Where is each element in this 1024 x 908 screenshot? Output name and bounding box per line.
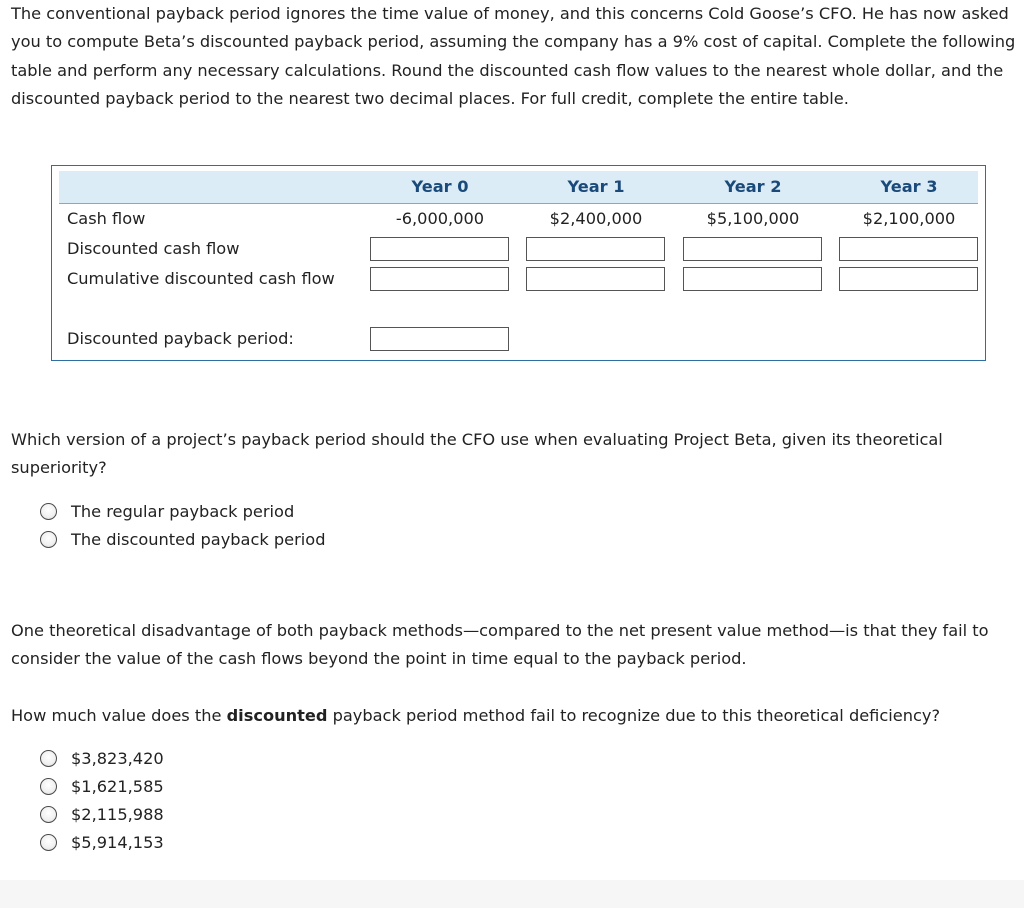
cumulative-cf-year-3-input[interactable] — [839, 267, 978, 291]
col-header-year-2: Year 2 — [724, 177, 782, 196]
cash-flow-year-0: -6,000,000 — [395, 209, 485, 228]
radio-button-icon[interactable] — [40, 806, 57, 823]
q2-option-label: $3,823,420 — [71, 748, 164, 768]
q1-option-label: The regular payback period — [71, 501, 295, 521]
col-header-year-1: Year 1 — [567, 177, 625, 196]
disadvantage-paragraph: One theoretical disadvantage of both payback methods—compared to the net present value method—is that they fail to consider the value of the cash flows beyond the point in time equal to the payback period. — [11, 621, 989, 669]
q2-option-1[interactable] — [40, 745, 164, 771]
radio-button-icon[interactable] — [40, 531, 57, 548]
q2-emphasis: discounted — [226, 706, 328, 725]
discounted-cf-year-2-input[interactable] — [683, 237, 822, 261]
cash-flow-year-3: $2,100,000 — [862, 209, 956, 228]
discounted-cf-year-1-input[interactable] — [526, 237, 665, 261]
discounted-cf-year-0-input[interactable] — [370, 237, 509, 261]
cumulative-cf-year-1-input[interactable] — [526, 267, 665, 291]
q2-option-2[interactable] — [40, 773, 164, 799]
question-1-text: Which version of a project’s payback period should the CFO use when evaluating Project Beta, given its theoretical superiority? — [11, 430, 943, 478]
q2-option-4[interactable] — [40, 829, 164, 855]
q1-option-discounted[interactable] — [40, 526, 325, 552]
cash-flow-year-2: $5,100,000 — [706, 209, 800, 228]
radio-button-icon[interactable] — [40, 503, 57, 520]
cash-flow-year-1: $2,400,000 — [549, 209, 643, 228]
radio-button-icon[interactable] — [40, 750, 57, 767]
row-label-discounted-cash-flow: Discounted cash flow — [67, 239, 240, 258]
discounted-payback-input[interactable] — [370, 327, 509, 351]
cumulative-cf-year-2-input[interactable] — [683, 267, 822, 291]
intro-paragraph: The conventional payback period ignores the time value of money, and this concerns Cold Goose’s CFO. He has now asked you to compute Beta’s discounted payback period, assuming the company has a 9% cost of capital. Complete the following table and perform any necessary calculations. Round the discounted cash flow values to the nearest whole dollar, and the discounted payback period to the nearest two decimal places. For full credit, complete the entire table. — [11, 4, 1016, 109]
discounted-cf-year-3-input[interactable] — [839, 237, 978, 261]
cumulative-cf-year-0-input[interactable] — [370, 267, 509, 291]
q2-option-3[interactable] — [40, 801, 164, 827]
row-label-cumulative-discounted-cash-flow: Cumulative discounted cash flow — [67, 269, 335, 288]
radio-button-icon[interactable] — [40, 778, 57, 795]
row-label-cash-flow: Cash flow — [67, 209, 146, 228]
q2-prefix: How much value does the — [11, 706, 227, 725]
q2-option-label: $5,914,153 — [71, 832, 164, 852]
col-header-year-0: Year 0 — [411, 177, 469, 196]
col-header-year-3: Year 3 — [880, 177, 938, 196]
q1-option-label: The discounted payback period — [71, 529, 326, 549]
page-footer-strip — [0, 880, 1024, 908]
q2-option-label: $2,115,988 — [71, 804, 164, 824]
q1-option-regular[interactable] — [40, 498, 294, 524]
q2-suffix: payback period method fail to recognize due to this theoretical deficiency? — [327, 706, 941, 725]
q2-option-label: $1,621,585 — [71, 776, 164, 796]
question-2-text — [11, 702, 1023, 730]
radio-button-icon[interactable] — [40, 834, 57, 851]
discounted-payback-label: Discounted payback period: — [67, 329, 294, 348]
